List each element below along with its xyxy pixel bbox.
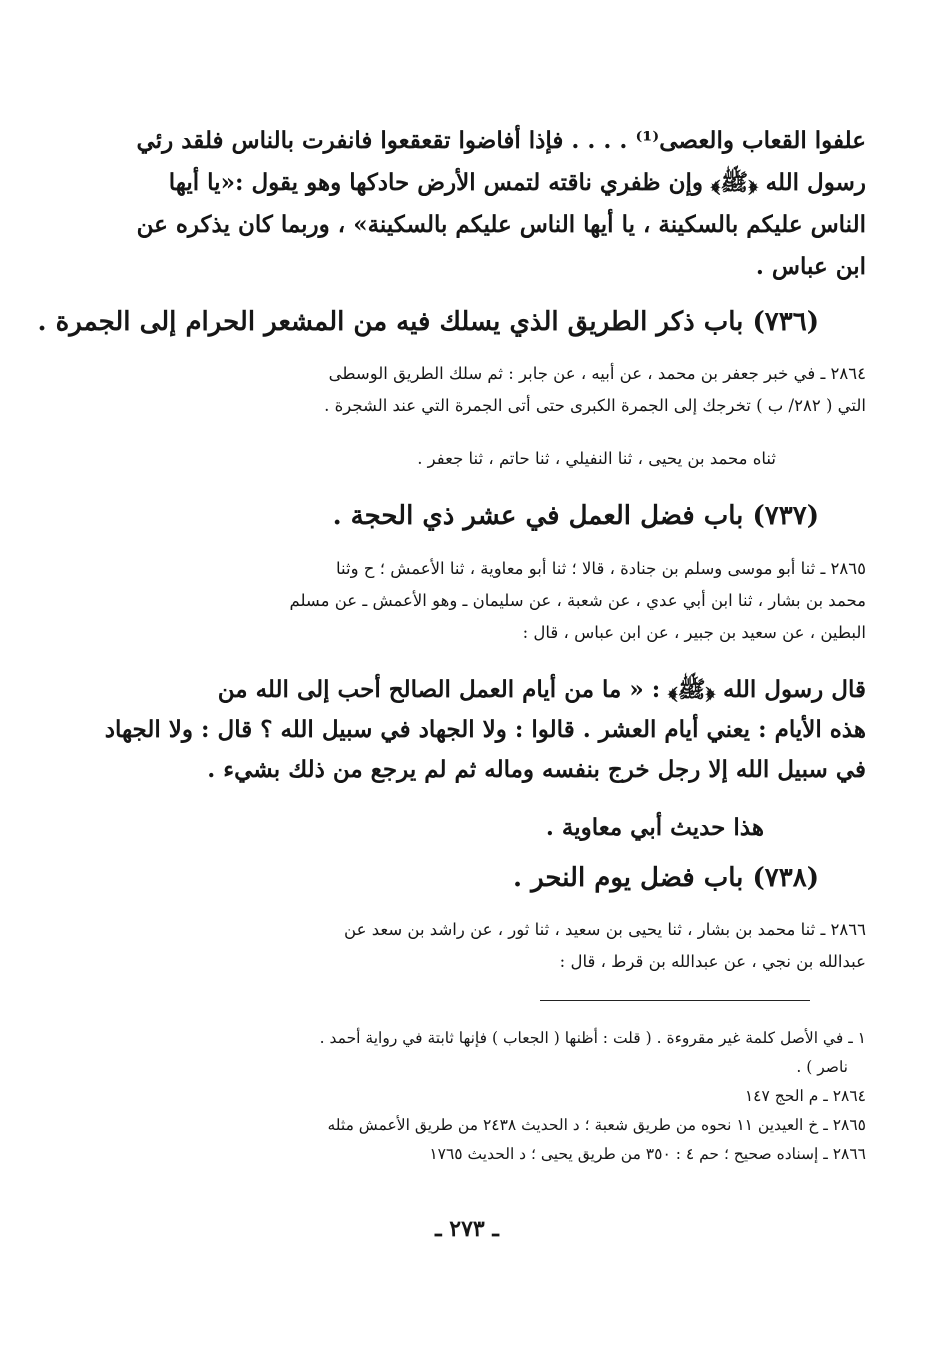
chapter-737-heading: (٧٣٧) باب فضل العمل في عشر ذي الحجة .: [332, 501, 819, 531]
matn-line: هذه الأيام : يعني أيام العشر . قالوا : ولا الجهاد في سبيل الله ؟ قال : ولا الجهاد: [104, 716, 866, 743]
footnote-line: ١ ـ في الأصل كلمة غير مقروءة . ( قلت : أظنها ( الجعاب ) فإنها ثابتة في رواية أحمد .: [319, 1029, 866, 1047]
hadith-2864: [146, 358, 866, 422]
hadith-2866: [146, 914, 866, 978]
hadith-line: ٢٨٦٤ ـ في خبر جعفر بن محمد ، عن أبيه ، عن جابر : ثم سلك الطريق الوسطى: [328, 364, 866, 383]
hadith-line: محمد بن بشار ، ثنا ابن أبي عدي ، عن شعبة ، عن سليمان ـ وهو الأعمش ـ عن مسلم: [289, 591, 866, 610]
intro-line: الناس عليكم بالسكينة ، يا أيها الناس عليكم بالسكينة» ، وربما كان يذكره عن: [136, 211, 866, 238]
matn-line: في سبيل الله إلا رجل خرج بنفسه وماله ثم لم يرجع من ذلك بشيء .: [207, 756, 866, 783]
matn-2865: [104, 670, 866, 790]
footnote-divider: [540, 1000, 810, 1001]
hadith-2865: [146, 553, 866, 649]
footnote-line: ٢٨٦٥ ـ خ العيدين ١١ نحوه من طريق شعبة ؛ د الحديث ٢٤٣٨ من طريق الأعمش مثله: [327, 1116, 866, 1134]
hadith-line: عبدالله بن نجي ، عن عبدالله بن قرط ، قال :: [559, 952, 866, 971]
footnotes: [146, 1024, 866, 1169]
chapter-738-heading: (٧٣٨) باب فضل يوم النحر .: [512, 863, 819, 893]
intro-line: علفوا القعاب والعصى⁽¹⁾ . . . . فإذا أفاضوا تقعقعوا فانفرت بالناس فلقد رئي: [136, 127, 866, 154]
hadith-line: التي ( ٢٨٢/ ب ) تخرجك إلى الجمرة الكبرى حتى أتى الجمرة التي عند الشجرة .: [324, 396, 866, 415]
hadith-line: البطين ، عن سعيد بن جبير ، عن ابن عباس ، قال :: [522, 623, 866, 642]
note-line: هذا حديث أبي معاوية .: [545, 814, 764, 841]
hadith-note: [546, 808, 764, 848]
footnote-line: ٢٨٦٤ ـ م الحج ١٤٧: [744, 1087, 866, 1105]
footnote-line: ناصر ) .: [796, 1058, 848, 1076]
isnad-2864: [417, 443, 776, 475]
hadith-line: ٢٨٦٥ ـ ثنا أبو موسى وسلم بن جنادة ، قالا ؛ ثنا أبو معاوية ، ثنا الأعمش ؛ ح وثنا: [336, 559, 866, 578]
intro-line: رسول الله ﴿ﷺ﴾ وإن ظفري ناقته لتمس الأرض حادكها وهو يقول :«يا أيها: [168, 169, 866, 196]
intro-line: ابن عباس .: [755, 253, 866, 280]
matn-line: قال رسول الله ﴿ﷺ﴾ : « ما من أيام العمل الصالح أحب إلى الله من: [217, 676, 866, 703]
intro-paragraph: [136, 120, 866, 288]
chapter-736-heading: (٧٣٦) باب ذكر الطريق الذي يسلك فيه من المشعر الحرام إلى الجمرة .: [37, 307, 819, 337]
hadith-line: ٢٨٦٦ ـ ثنا محمد بن بشار ، ثنا يحيى بن سعيد ، ثنا ثور ، عن راشد بن سعد عن: [344, 920, 866, 939]
footnote-line: ٢٨٦٦ ـ إسناده صحيح ؛ حم ٤ : ٣٥٠ من طريق يحيى ؛ د الحديث ١٧٦٥: [429, 1145, 866, 1163]
page-number: ـ ٢٧٣ ـ: [435, 1216, 499, 1242]
isnad-line: ثناه محمد بن يحيى ، ثنا النفيلي ، ثنا حاتم ، ثنا جعفر .: [417, 449, 776, 468]
